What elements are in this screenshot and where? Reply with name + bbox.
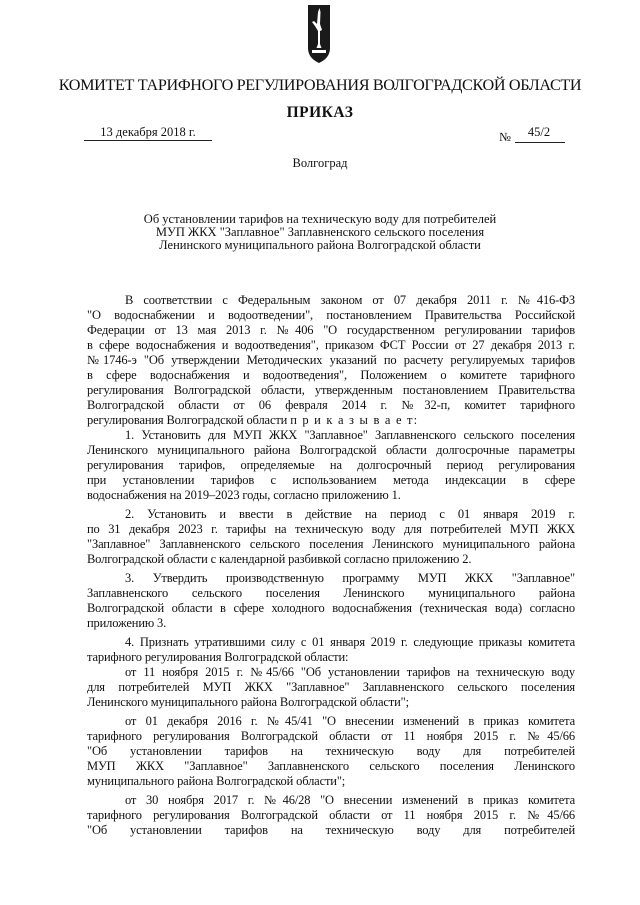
text-line: приложению 3.: [87, 616, 167, 630]
repealed-order-3: [87, 793, 575, 838]
text-line: Волгоградской области от 06 февраля 2014 г. №32-п, комитет тарифного: [87, 398, 575, 412]
text-line: "Заплавное" Заплавненского сельского поселения Ленинского муниципального района: [87, 537, 575, 551]
text-line: 4. Признать утратившими силу с 01 января 2019 г. следующие приказы комитета: [125, 635, 575, 649]
text-line: от 01 декабря 2016 г. №45/41 "О внесении изменений в приказ комитета: [125, 714, 575, 728]
text-line: регулирования тарифов, определяемые на долгосрочный период регулирования: [87, 458, 575, 472]
text-line: №1746-э "Об утверждении Методических указаний по расчету регулируемых тарифов: [87, 353, 575, 367]
subject-line: Ленинского муниципального района Волгоградской области: [159, 238, 481, 252]
document-number: 45/2: [527, 125, 551, 139]
text-line: водоснабжения на 2019–2023 годы, согласно приложению 1.: [87, 488, 401, 502]
document-date: 13 декабря 2018 г.: [100, 125, 196, 139]
repealed-order-2: [87, 714, 575, 789]
text-line: при установлении тарифов с использованием метода индексации в сфере: [87, 473, 575, 487]
text-line: Федерации от 13 мая 2013 г. №406 "О государственном регулировании тарифов: [87, 323, 575, 337]
number-field: [499, 124, 565, 144]
text-line: "Об установлении тарифов на техническую воду для потребителей: [87, 823, 575, 837]
text-line: от 30 ноября 2017 г. №46/28 "О внесении изменений в приказ комитета: [125, 793, 575, 807]
text-line: в сфере водоснабжения и водоотведения", Положением о комитете тарифного: [87, 368, 575, 382]
text-line: [87, 413, 575, 428]
date-underline: [84, 140, 212, 141]
text-line: 2. Установить и ввести в действие на период с 01 января 2019 г.: [125, 507, 575, 521]
item-2: [87, 507, 575, 567]
item-4: [87, 635, 575, 665]
orders-word: п р и к а з ы в а е т:: [290, 413, 419, 427]
item-1: [87, 428, 575, 503]
text-line: "О водоснабжении и водоотведении", постановлением Правительства Российской: [87, 308, 575, 322]
text-line: 1. Установить для МУП ЖКХ "Заплавное" Заплавненского сельского поселения: [125, 428, 575, 442]
text-line: муниципального района Волгоградской области";: [87, 774, 346, 788]
text-line: "Об установлении тарифов на техническую воду для потребителей: [87, 744, 575, 758]
text-line: тарифного регулирования Волгоградской области от 11 ноября 2015 г. №45/66: [87, 808, 575, 822]
text-line: 3. Утвердить производственную программу МУП ЖКХ "Заплавное": [125, 571, 575, 585]
preamble-tail: регулирования Волгоградской области: [87, 413, 288, 427]
committee-name: КОМИТЕТ ТАРИФНОГО РЕГУЛИРОВАНИЯ ВОЛГОГРАДСКОЙ ОБЛАСТИ: [58, 76, 582, 94]
text-line: в сфере водоснабжения и водоотведения", приказом ФСТ России от 27 декабря 2013 г.: [87, 338, 575, 352]
text-line: регулирования Волгоградской области, утвержденным постановлением Правительства: [87, 383, 575, 397]
preamble-paragraph: [87, 293, 575, 428]
repealed-order-1: [87, 665, 575, 710]
text-line: В соответствии с Федеральным законом от 07 декабря 2011 г. №416-ФЗ: [125, 293, 575, 307]
document-body: [87, 293, 575, 838]
document-subject: [120, 213, 520, 252]
document-type: ПРИКАЗ: [286, 104, 354, 121]
text-line: Ленинского муниципального района Волгоградской области";: [87, 695, 409, 709]
subject-line: МУП ЖКХ "Заплавное" Заплавненского сельского поселения: [155, 225, 485, 239]
text-line: Волгоградской области с календарной разбивкой согласно приложению 2.: [87, 552, 472, 566]
item-3: [87, 571, 575, 631]
number-underline: [515, 142, 565, 143]
text-line: Ленинского муниципального района Волгоградской области долгосрочные параметры: [87, 443, 575, 457]
number-sign: №: [499, 130, 511, 144]
date-field: [84, 124, 212, 141]
subject-line: Об установлении тарифов на техническую воду для потребителей: [143, 212, 497, 226]
text-line: Волгоградской области в сфере холодного водоснабжения (техническая вода) согласно: [87, 601, 575, 615]
text-line: Заплавненского сельского поселения Ленинского муниципального района: [87, 586, 575, 600]
text-line: МУП ЖКХ "Заплавное" Заплавненского сельского поселения Ленинского: [87, 759, 575, 773]
text-line: тарифного регулирования Волгоградской области:: [87, 650, 349, 664]
coat-of-arms-icon: [307, 4, 331, 64]
text-line: для потребителей МУП ЖКХ "Заплавное" Заплавненского сельского поселения: [87, 680, 575, 694]
text-line: тарифного регулирования Волгоградской области от 11 ноября 2015 г. №45/66: [87, 729, 575, 743]
city: Волгоград: [292, 156, 348, 170]
text-line: по 31 декабря 2023 г. тарифы на техническую воду для потребителей МУП ЖКХ: [87, 522, 575, 536]
text-line: от 11 ноября 2015 г. №45/66 "Об установлении тарифов на техническую воду: [125, 665, 575, 679]
